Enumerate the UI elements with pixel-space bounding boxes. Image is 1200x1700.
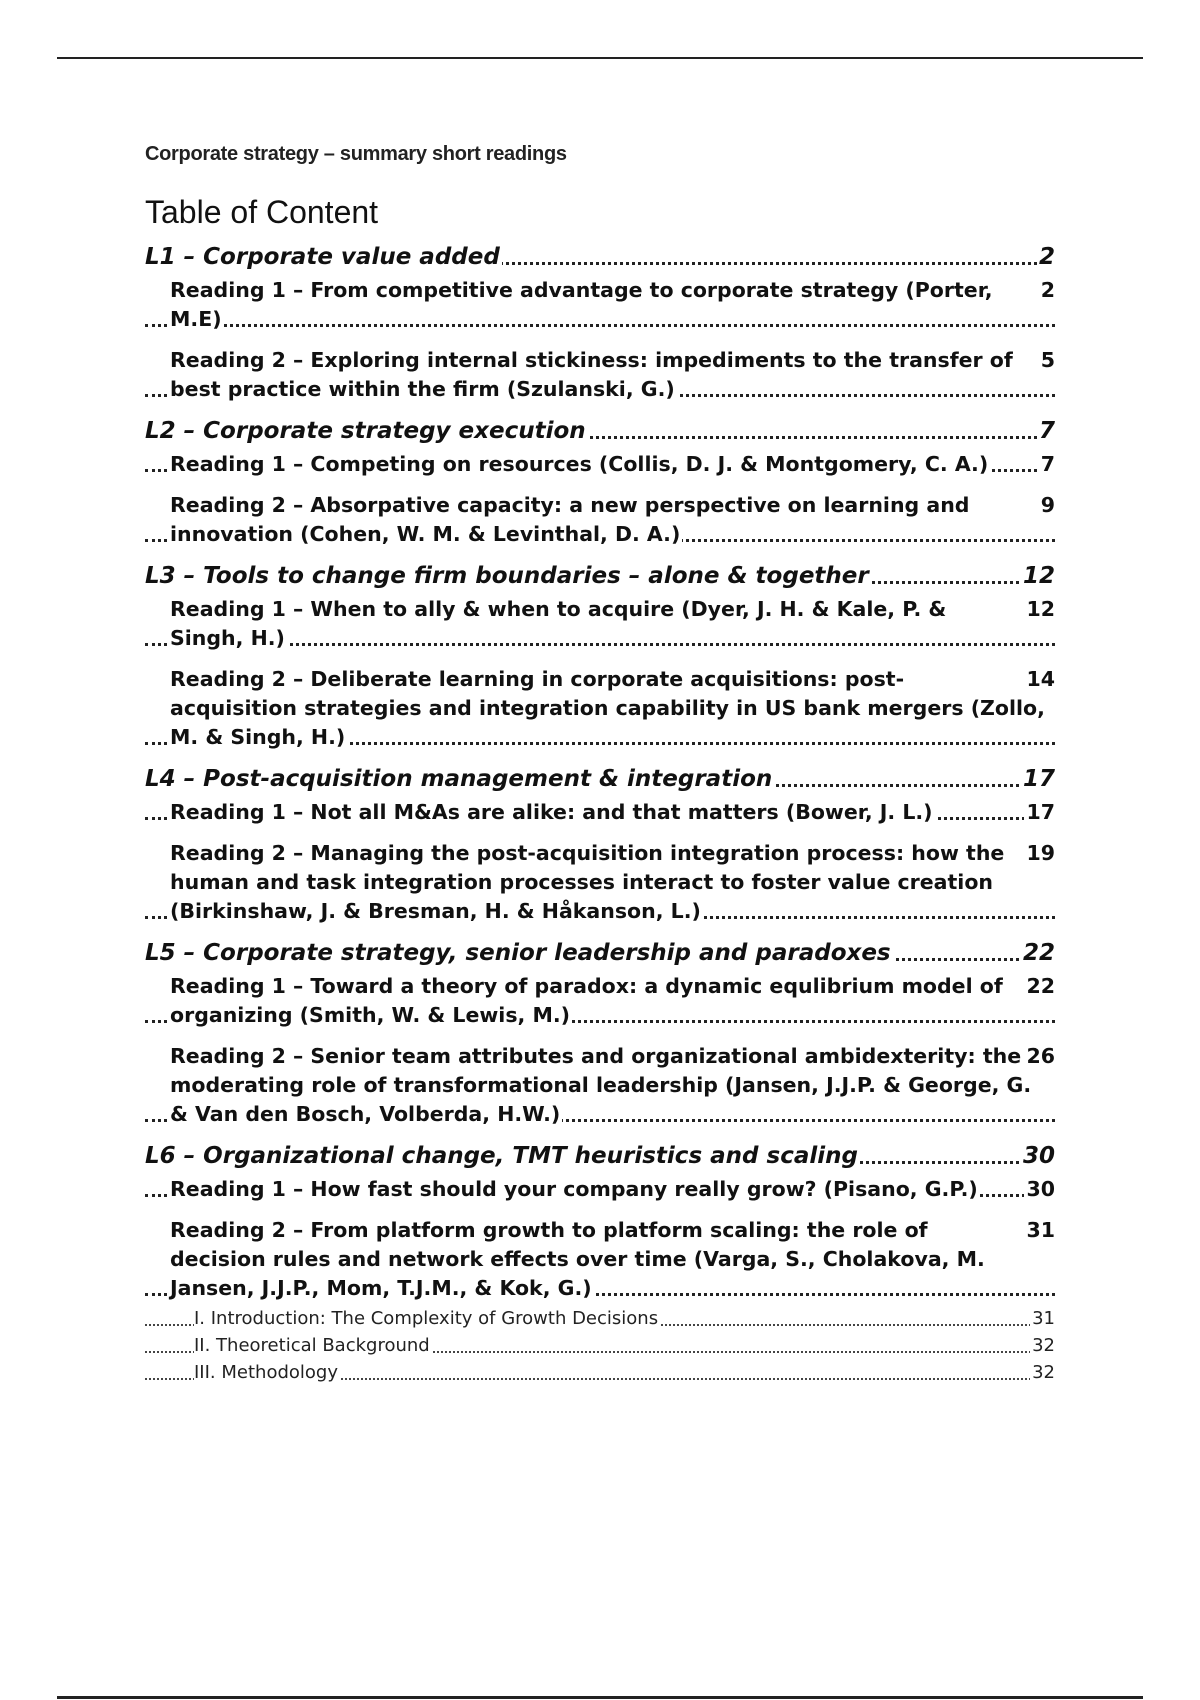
toc-entry-l2[interactable] bbox=[145, 416, 1055, 446]
toc-page-number: 17 bbox=[1022, 765, 1055, 792]
toc-entry-text: I. Introduction: The Complexity of Growth Decisions bbox=[194, 1307, 659, 1329]
toc-entry-text: Reading 2 – From platform growth to platform scaling: the role of decision rules and network effects over time (Varga, S., Cholakova, M. Jansen, J.J.P., Mom, T.J.M., & Kok, G.) bbox=[170, 1217, 985, 1300]
toc-page-number: 22 bbox=[1022, 939, 1055, 966]
toc-entry-text: Reading 2 – Exploring internal stickiness: impediments to the transfer of best practice within the firm (Szulanski, G.) bbox=[170, 347, 1013, 401]
toc-entry-text: II. Theoretical Background bbox=[194, 1334, 430, 1356]
toc-entry-text: Reading 1 – How fast should your company really grow? (Pisano, G.P.) bbox=[170, 1176, 978, 1201]
toc-page-number: 30 bbox=[1022, 1142, 1055, 1169]
toc-entry-reading[interactable] bbox=[145, 665, 1055, 752]
toc-heading: Table of Content bbox=[145, 194, 379, 230]
toc-page-number: 32 bbox=[1030, 1332, 1055, 1359]
toc-entry-text: Reading 1 – Competing on resources (Collis, D. J. & Montgomery, C. A.) bbox=[170, 451, 989, 476]
toc-entry-subsection[interactable] bbox=[145, 1305, 1055, 1332]
toc-entry-l3[interactable] bbox=[145, 561, 1055, 591]
document-title: Corporate strategy – summary short readings bbox=[145, 143, 567, 165]
toc-entry-subsection[interactable] bbox=[145, 1359, 1055, 1386]
toc-entry-reading[interactable] bbox=[145, 1216, 1055, 1303]
toc-entry-reading[interactable] bbox=[145, 972, 1055, 1030]
table-of-contents bbox=[145, 242, 1055, 1386]
toc-entry-reading[interactable] bbox=[145, 1175, 1055, 1204]
toc-page-number: 14 bbox=[1024, 665, 1055, 694]
toc-page-number: 7 bbox=[1039, 450, 1055, 479]
toc-entry-reading[interactable] bbox=[145, 839, 1055, 926]
toc-entry-reading[interactable] bbox=[145, 491, 1055, 549]
toc-page-number: 19 bbox=[1024, 839, 1055, 868]
toc-entry-text: L5 – Corporate strategy, senior leadership and paradoxes bbox=[145, 939, 891, 966]
toc-entry-text: L6 – Organizational change, TMT heuristics and scaling bbox=[145, 1142, 858, 1169]
toc-entry-reading[interactable] bbox=[145, 1042, 1055, 1129]
toc-page-number: 22 bbox=[1024, 972, 1055, 1001]
toc-page-number: 2 bbox=[1038, 243, 1055, 270]
toc-entry-text: L2 – Corporate strategy execution bbox=[145, 417, 586, 444]
toc-page-number: 12 bbox=[1024, 595, 1055, 624]
toc-entry-text: III. Methodology bbox=[194, 1361, 338, 1383]
toc-entry-text: Reading 2 – Deliberate learning in corporate acquisitions: post-acquisition strategies and integration capability in US bank mergers (Zollo, M. & Singh, H.) bbox=[170, 666, 1045, 749]
toc-entry-reading[interactable] bbox=[145, 276, 1055, 334]
toc-entry-reading[interactable] bbox=[145, 595, 1055, 653]
toc-page-number: 26 bbox=[1024, 1042, 1055, 1071]
toc-entry-reading[interactable] bbox=[145, 450, 1055, 479]
toc-entry-text: L4 – Post-acquisition management & integration bbox=[145, 765, 773, 792]
header-rule bbox=[57, 57, 1143, 59]
toc-entry-text: Reading 1 – When to ally & when to acquire (Dyer, J. H. & Kale, P. & Singh, H.) bbox=[170, 596, 947, 650]
toc-entry-text: Reading 2 – Absorpative capacity: a new perspective on learning and innovation (Cohen, W. M. & Levinthal, D. A.) bbox=[170, 492, 970, 546]
toc-entry-subsection[interactable] bbox=[145, 1332, 1055, 1359]
toc-page-number: 31 bbox=[1024, 1216, 1055, 1245]
toc-entry-text: L3 – Tools to change firm boundaries – alone & together bbox=[145, 562, 869, 589]
toc-page-number: 30 bbox=[1024, 1175, 1055, 1204]
toc-page-number: 12 bbox=[1022, 562, 1055, 589]
toc-entry-l5[interactable] bbox=[145, 938, 1055, 968]
toc-page-number: 32 bbox=[1030, 1359, 1055, 1386]
toc-entry-text: Reading 1 – Toward a theory of paradox: a dynamic equlibrium model of organizing (Smith, W. & Lewis, M.) bbox=[170, 973, 1003, 1027]
toc-page-number: 31 bbox=[1030, 1305, 1055, 1332]
toc-entry-l6[interactable] bbox=[145, 1141, 1055, 1171]
footer-rule bbox=[57, 1696, 1143, 1699]
toc-entry-reading[interactable] bbox=[145, 798, 1055, 827]
toc-entry-text: Reading 1 – Not all M&As are alike: and that matters (Bower, J. L.) bbox=[170, 799, 933, 824]
toc-entry-text: L1 – Corporate value added bbox=[145, 243, 500, 270]
toc-page-number: 7 bbox=[1038, 417, 1055, 444]
toc-page-number: 5 bbox=[1039, 346, 1055, 375]
toc-page-number: 17 bbox=[1024, 798, 1055, 827]
toc-entry-text: Reading 2 – Managing the post-acquisition integration process: how the human and task integration processes interact to foster value creation (Birkinshaw, J. & Bresman, H. & Håkanson, L.) bbox=[170, 840, 1005, 923]
toc-page-number: 2 bbox=[1039, 276, 1055, 305]
page-content bbox=[145, 143, 1055, 1386]
toc-entry-text: Reading 2 – Senior team attributes and organizational ambidexterity: the moderating role of transformational leadership (Jansen, J.J.P. & George, G. & Van den Bosch, Volberda, H.W.) bbox=[170, 1043, 1032, 1126]
toc-page-number: 9 bbox=[1039, 491, 1055, 520]
toc-entry-l4[interactable] bbox=[145, 764, 1055, 794]
toc-entry-l1[interactable] bbox=[145, 242, 1055, 272]
toc-entry-text: Reading 1 – From competitive advantage to corporate strategy (Porter, M.E) bbox=[170, 277, 993, 331]
toc-entry-reading[interactable] bbox=[145, 346, 1055, 404]
